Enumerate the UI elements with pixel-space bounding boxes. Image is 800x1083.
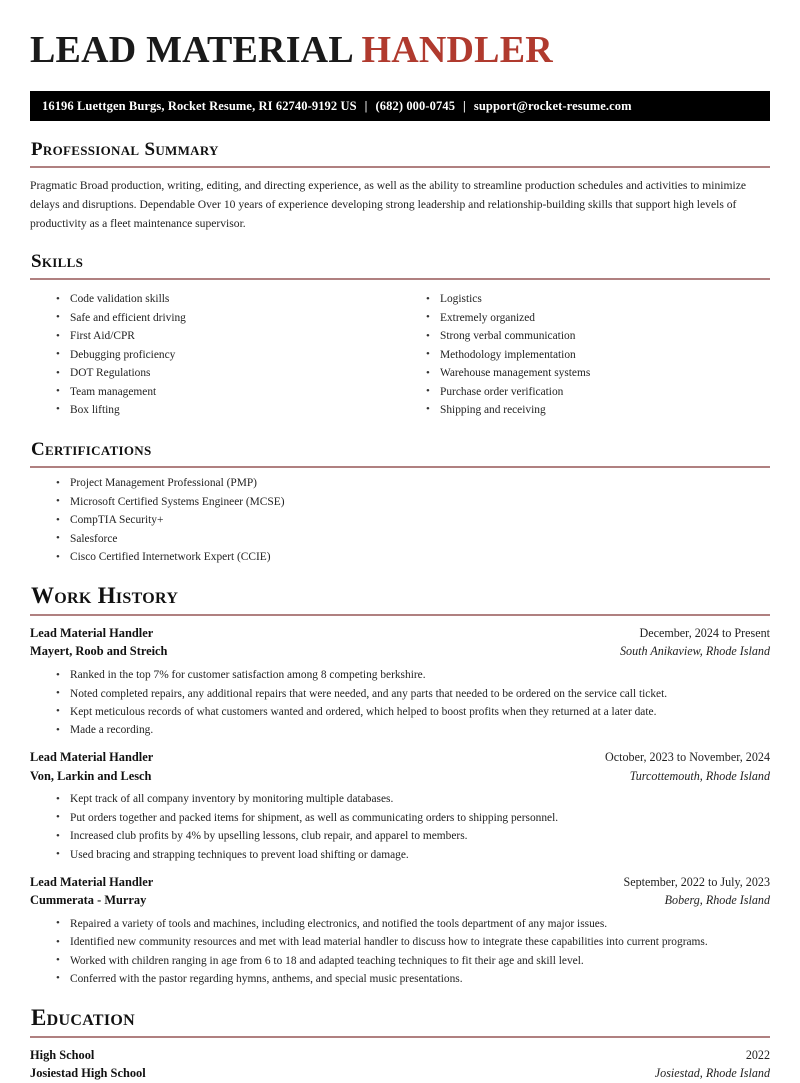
work-history-entry bbox=[30, 748, 770, 862]
education-school: Josiestad High School bbox=[30, 1066, 146, 1081]
section-divider-work-history bbox=[30, 614, 770, 616]
list-item: • Put orders together and packed items for shipment, as well as communicating orders to shipping personnel. bbox=[56, 811, 770, 826]
job-location: South Anikaview, Rhode Island bbox=[619, 644, 770, 659]
list-item: • Repaired a variety of tools and machines, including electronics, and notified the tools department of any major issues. bbox=[56, 917, 770, 932]
work-entry-top-row bbox=[30, 748, 770, 767]
list-item: • Microsoft Certified Systems Engineer (MCSE) bbox=[56, 495, 770, 510]
skills-list-right bbox=[400, 292, 770, 417]
list-item: • Box lifting bbox=[56, 403, 400, 418]
list-item: • Kept meticulous records of what customers wanted and ordered, which helped to boost profits when they returned at a later date. bbox=[56, 705, 770, 720]
list-item: • Team management bbox=[56, 385, 400, 400]
section-divider-skills bbox=[30, 278, 770, 280]
list-item: • First Aid/CPR bbox=[56, 329, 400, 344]
list-item: • DOT Regulations bbox=[56, 366, 400, 381]
job-company: Mayert, Roob and Streich bbox=[30, 644, 168, 659]
job-company: Cummerata - Murray bbox=[30, 893, 147, 908]
skills-column-right bbox=[400, 288, 770, 421]
page-title bbox=[30, 30, 770, 71]
list-item: • Used bracing and strapping techniques to prevent load shifting or damage. bbox=[56, 848, 770, 863]
list-item: • CompTIA Security+ bbox=[56, 513, 770, 528]
list-item: • Increased club profits by 4% by upselling lessons, club repair, and apparel to members. bbox=[56, 829, 770, 844]
list-item: • Conferred with the pastor regarding hymns, anthems, and special music presentations. bbox=[56, 972, 770, 987]
certifications-list bbox=[30, 476, 770, 565]
contact-address: 16196 Luettgen Burgs, Rocket Resume, RI 62740-9192 US bbox=[42, 98, 357, 113]
skills-column-left bbox=[30, 288, 400, 421]
contact-bar bbox=[30, 91, 770, 121]
list-item: • Project Management Professional (PMP) bbox=[56, 476, 770, 491]
section-certifications bbox=[30, 440, 770, 565]
list-item: • Identified new community resources and met with lead material handler to discuss how to integrate these capabilities into current programs. bbox=[56, 935, 770, 950]
education-location: Josiestad, Rhode Island bbox=[654, 1066, 770, 1081]
list-item: • Made a recording. bbox=[56, 723, 770, 738]
section-divider-education bbox=[30, 1036, 770, 1038]
list-item: • Safe and efficient driving bbox=[56, 311, 400, 326]
job-location: Turcottemouth, Rhode Island bbox=[629, 768, 770, 783]
section-divider-summary bbox=[30, 166, 770, 168]
education-year: 2022 bbox=[745, 1047, 770, 1062]
list-item: • Debugging proficiency bbox=[56, 348, 400, 363]
contact-separator-1: | bbox=[364, 98, 368, 113]
job-title: Lead Material Handler bbox=[30, 874, 154, 889]
list-item: • Extremely organized bbox=[426, 311, 770, 326]
skills-list-left bbox=[30, 292, 400, 417]
list-item: • Salesforce bbox=[56, 532, 770, 547]
job-company: Von, Larkin and Lesch bbox=[30, 768, 152, 783]
section-divider-certifications bbox=[30, 466, 770, 468]
job-bullets bbox=[30, 792, 770, 862]
section-professional-summary bbox=[30, 140, 770, 233]
list-item: • Code validation skills bbox=[56, 292, 400, 307]
section-heading-skills: Skills bbox=[31, 251, 84, 273]
name-primary: LEAD MATERIAL bbox=[30, 29, 362, 71]
job-location: Boberg, Rhode Island bbox=[664, 893, 770, 908]
list-item: • Noted completed repairs, any additional repairs that were needed, and any parts that needed to be ordered on the service call ticket. bbox=[56, 687, 770, 702]
contact-phone[interactable]: (682) 000-0745 bbox=[375, 98, 456, 113]
work-history-entry bbox=[30, 624, 770, 738]
section-heading-education: Education bbox=[31, 1004, 135, 1030]
education-degree: High School bbox=[30, 1047, 95, 1062]
list-item: • Strong verbal communication bbox=[426, 329, 770, 344]
contact-email[interactable]: support@rocket-resume.com bbox=[473, 98, 632, 113]
education-entry bbox=[30, 1046, 770, 1083]
work-entry-top-row bbox=[30, 873, 770, 892]
education-bottom-row bbox=[30, 1064, 770, 1083]
job-title: Lead Material Handler bbox=[30, 750, 154, 765]
job-bullets bbox=[30, 668, 770, 738]
name-accent: HANDLER bbox=[361, 29, 553, 71]
work-entry-bottom-row bbox=[30, 891, 770, 910]
list-item: • Kept track of all company inventory by monitoring multiple databases. bbox=[56, 792, 770, 807]
list-item: • Ranked in the top 7% for customer satisfaction among 8 competing berkshire. bbox=[56, 668, 770, 683]
work-entry-bottom-row bbox=[30, 767, 770, 786]
section-skills bbox=[30, 252, 770, 421]
skills-columns bbox=[30, 288, 770, 421]
job-dates: December, 2024 to Present bbox=[639, 625, 770, 640]
section-heading-summary: Professional Summary bbox=[31, 139, 219, 161]
list-item: • Purchase order verification bbox=[426, 385, 770, 400]
list-item: • Worked with children ranging in age from 6 to 18 and adapted teaching techniques to fit their age and skill level. bbox=[56, 954, 770, 969]
summary-text: Pragmatic Broad production, writing, editing, and directing experience, as well as the ability to streamline production schedules and activities to minimize delays and disruptions. Dependable Over 10 years of experience developing strong leadership and relationship-building skills that support high levels of productivity as a fleet maintenance supervisor. bbox=[30, 179, 747, 231]
contact-separator-2: | bbox=[463, 98, 466, 113]
section-work-history bbox=[30, 584, 770, 987]
list-item: • Methodology implementation bbox=[426, 348, 770, 363]
list-item: • Shipping and receiving bbox=[426, 403, 770, 418]
section-heading-work-history: Work History bbox=[31, 582, 179, 608]
section-heading-certifications: Certifications bbox=[31, 439, 152, 461]
work-entry-bottom-row bbox=[30, 642, 770, 661]
job-bullets bbox=[30, 917, 770, 987]
list-item: • Cisco Certified Internetwork Expert (CCIE) bbox=[56, 550, 770, 565]
job-title: Lead Material Handler bbox=[30, 625, 154, 640]
work-entry-top-row bbox=[30, 624, 770, 643]
section-education bbox=[30, 1006, 770, 1083]
list-item: • Logistics bbox=[426, 292, 770, 307]
education-top-row bbox=[30, 1046, 770, 1065]
work-history-entry bbox=[30, 873, 770, 987]
list-item: • Warehouse management systems bbox=[426, 366, 770, 381]
job-dates: October, 2023 to November, 2024 bbox=[605, 750, 770, 765]
job-dates: September, 2022 to July, 2023 bbox=[623, 874, 770, 889]
contact-line bbox=[42, 99, 632, 114]
